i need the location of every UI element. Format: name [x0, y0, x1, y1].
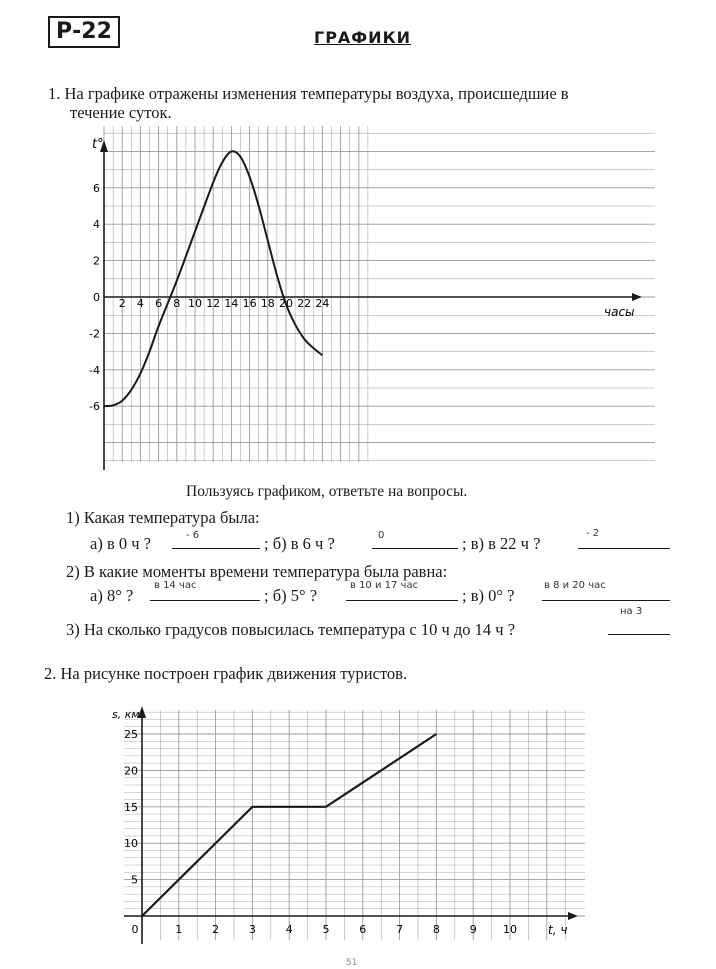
x-tick-label: 7	[396, 923, 404, 936]
x-tick-label: 4	[285, 923, 293, 936]
page-number: 51	[346, 958, 358, 968]
y-axis-label: t°	[92, 137, 104, 152]
x-tick-label: 0	[131, 923, 139, 936]
x-tick-label: 5	[322, 923, 330, 936]
x-tick-label: 9	[469, 923, 477, 936]
x-tick-label: 6	[359, 923, 367, 936]
x-tick-label: 14	[224, 297, 239, 310]
x-tick-label: 10	[503, 923, 517, 936]
y-tick-label: 25	[124, 728, 138, 741]
y-tick-label: 10	[124, 837, 138, 851]
y-tick-label: 0	[93, 291, 100, 304]
x-axis-label: t, ч	[548, 923, 568, 937]
x-tick-label: 10	[188, 297, 202, 310]
answer-q3[interactable]	[608, 606, 670, 635]
y-tick-label: 6	[93, 181, 100, 195]
y-tick-label: 20	[124, 764, 138, 778]
y-tick-label: -2	[89, 327, 100, 341]
x-tick-label: 1	[175, 923, 183, 936]
question-2: 2) В какие моменты времени температура была равна:	[66, 562, 448, 581]
x-tick-label: 24	[315, 297, 330, 310]
x-axis-arrow	[568, 912, 578, 920]
x-tick-label: 8	[173, 297, 181, 310]
answer-q1-c[interactable]	[578, 528, 670, 549]
task1-text-line1: 1. На графике отражены изменения температуры воздуха, происшедшие в	[48, 84, 569, 103]
x-tick-label: 3	[248, 923, 256, 936]
task2-text: 2. На рисунке построен график движения туристов.	[44, 664, 408, 683]
x-tick-label: 18	[260, 297, 275, 310]
x-tick-label: 2	[212, 923, 220, 936]
answer-q2-b[interactable]	[346, 580, 458, 601]
answer-q2-a[interactable]	[150, 580, 260, 601]
y-tick-label: 4	[93, 218, 100, 232]
x-tick-label: 12	[206, 297, 221, 310]
x-axis-arrow	[632, 293, 642, 301]
question-3: 3) На сколько градусов повысилась температура с 10 ч до 14 ч ?	[66, 620, 516, 639]
x-tick-label: 4	[136, 297, 144, 310]
instruction-text: Пользуясь графиком, ответьте на вопросы.	[186, 483, 468, 500]
answer-q1-a[interactable]	[172, 532, 260, 549]
x-tick-label: 8	[432, 923, 440, 936]
answer-q2-c-value: в 8 и 20 час	[544, 580, 606, 591]
x-tick-label: 16	[242, 297, 257, 310]
x-tick-label: 22	[297, 297, 312, 310]
question-1: 1) Какая температура была:	[66, 508, 260, 527]
answer-q2-c[interactable]	[542, 580, 670, 601]
q1-c-text: ; в) в 22 ч ?	[462, 534, 541, 553]
y-axis-label: s, км	[112, 708, 140, 721]
y-tick-label: 15	[124, 800, 138, 814]
x-tick-label: 20	[279, 297, 293, 310]
y-tick-label: 2	[93, 254, 100, 268]
answer-q1-b[interactable]	[372, 532, 458, 549]
tourist-motion-chart	[104, 698, 596, 948]
task1-text-line2: течение суток.	[70, 103, 172, 122]
x-axis-label: часы	[604, 305, 635, 319]
y-tick-label: -4	[89, 363, 100, 377]
y-tick-label: -6	[89, 400, 100, 414]
x-tick-label: 2	[118, 297, 126, 310]
worksheet-label: Р-22	[48, 16, 120, 48]
temperature-chart	[84, 120, 674, 470]
q1-b-text: ; б) в 6 ч ?	[264, 534, 335, 553]
answer-q3-value: на 3	[620, 606, 643, 617]
answer-q1-b-value: 0	[378, 530, 385, 541]
x-tick-label: 6	[155, 297, 163, 310]
page-title: ГРАФИКИ	[314, 28, 412, 47]
q2-b-text: ; б) 5° ?	[264, 586, 318, 605]
q2-a-text: а) 8° ?	[90, 586, 134, 605]
answer-q1-c-value: - 2	[586, 528, 600, 539]
answer-q1-a-value: - 6	[186, 530, 200, 541]
q2-c-text: ; в) 0° ?	[462, 586, 515, 605]
answer-q2-a-value: в 14 час	[154, 580, 197, 591]
y-tick-label: 5	[131, 873, 138, 887]
answer-q2-b-value: в 10 и 17 час	[350, 580, 419, 591]
q1-a-text: а) в 0 ч ?	[90, 534, 151, 553]
